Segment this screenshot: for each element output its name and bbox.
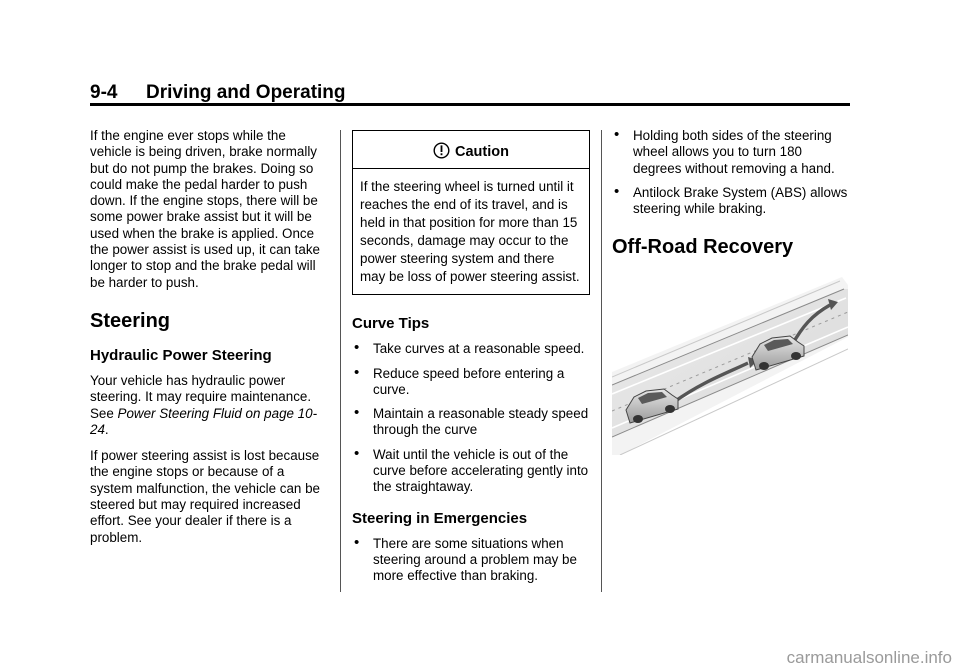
bullet-icon: • xyxy=(354,404,360,422)
power-assist-lost-paragraph: If power steering assist is lost because the engine stops or because of a system malfunction, the vehicle can be steered but may required increased effort. See your dealer if there is a problem. xyxy=(90,448,320,545)
car-recovery-illustration xyxy=(612,277,848,455)
hps-paragraph: Your vehicle has hydraulic power steering. It may require maintenance. See Power Steering Fluid on page 10-24. xyxy=(90,372,318,437)
hydraulic-power-steering-heading: Hydraulic Power Steering xyxy=(90,346,272,364)
list-item: • Holding both sides of the steering wheel allows you to turn 180 degrees without removing a hand. xyxy=(614,126,835,176)
page-number: 9-4 xyxy=(90,82,118,103)
list-item: • Maintain a reasonable steady speed through the curve xyxy=(354,404,589,438)
column-2 xyxy=(352,130,590,593)
section-title: Driving and Operating xyxy=(146,82,346,103)
list-item: • Take curves at a reasonable speed. xyxy=(354,339,585,357)
list-item: • Antilock Brake System (ABS) allows steering while braking. xyxy=(614,182,848,217)
bullet-icon: • xyxy=(354,444,360,462)
watermark: carmanualsonline.info xyxy=(786,648,952,667)
curve-tips-list xyxy=(352,341,590,495)
caution-icon xyxy=(433,142,450,159)
list-item: • Reduce speed before entering a curve. xyxy=(354,363,565,397)
bullet-icon: • xyxy=(614,126,620,143)
caution-box xyxy=(352,130,590,295)
column-1 xyxy=(90,128,328,556)
list-item: • There are some situations when steering around a problem may be more effective than braking. xyxy=(354,533,577,584)
header-rule xyxy=(90,103,850,106)
bullet-icon: • xyxy=(354,363,360,381)
off-road-recovery-heading: Off-Road Recovery xyxy=(612,236,794,259)
bullet-icon: • xyxy=(354,533,360,551)
column-divider-1 xyxy=(340,130,341,592)
page-header xyxy=(90,82,346,104)
column-3 xyxy=(612,128,852,460)
caution-label: Caution xyxy=(455,144,509,160)
list-item: • Wait until the vehicle is out of the curve before accelerating gently into the straightaway. xyxy=(354,444,589,495)
curve-tips-heading: Curve Tips xyxy=(352,315,430,333)
column-divider-2 xyxy=(601,130,602,592)
caution-text: If the steering wheel is turned until it reaches the end of its travel, and is held in that position for more than 15 seconds, damage may occur to the power steering system and there may be loss of power steering assist. xyxy=(360,179,580,285)
bullet-icon: • xyxy=(614,182,620,200)
steering-heading: Steering xyxy=(90,309,171,332)
emergencies-list-continued xyxy=(612,128,852,217)
off-road-recovery-illustration xyxy=(612,277,852,459)
emergencies-list xyxy=(352,533,590,585)
caution-header xyxy=(353,131,589,169)
power-steering-fluid-reference[interactable]: Power Steering Fluid on page 10-24 xyxy=(90,405,318,437)
steering-in-emergencies-heading: Steering in Emergencies xyxy=(352,509,528,527)
bullet-icon: • xyxy=(354,339,360,357)
intro-paragraph: If the engine ever stops while the vehicle is being driven, brake normally but do not pump the brakes. Doing so could make the pedal harder to push down. If the engine stops, there will be some power brake assist but it will be used when the brake is applied. Once the power assist is used up, it can take longer to stop and the brake pedal will be harder to push. xyxy=(90,128,320,290)
